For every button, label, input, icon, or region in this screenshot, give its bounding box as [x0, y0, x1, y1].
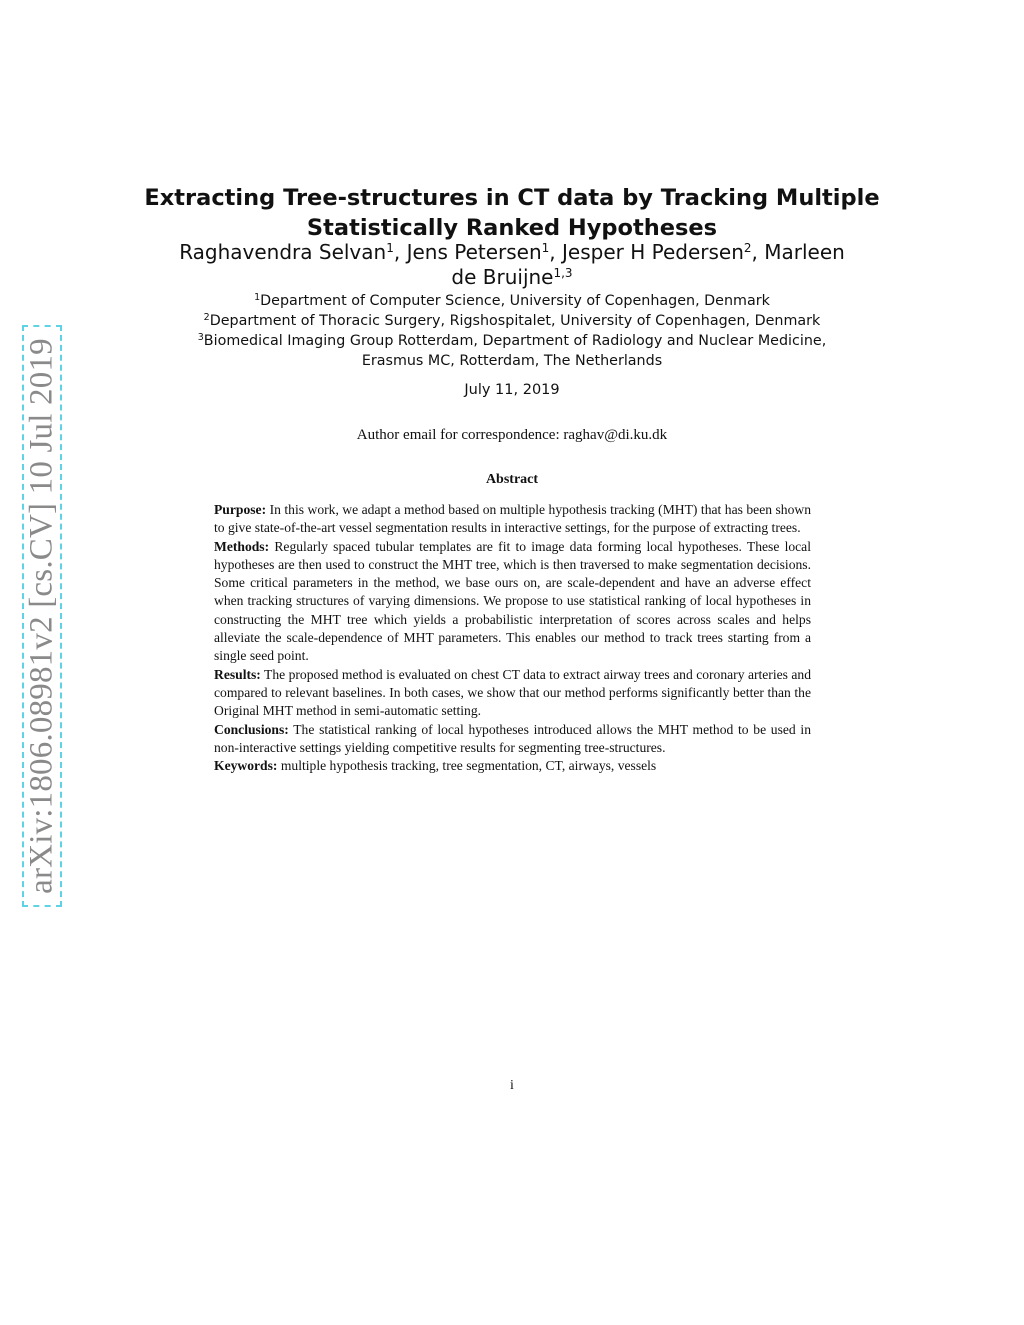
author-affiliation-mark: 1,3 [553, 266, 573, 280]
abstract-methods [214, 538, 811, 666]
abstract-label: Methods: [214, 538, 270, 554]
abstract-text: In this work, we adapt a method based on multiple hypothesis tracking (MHT) that has been shown to give state-of-the-art vessel segmentation results in interactive settings, for the purpose of extracting trees. [214, 502, 811, 536]
author-name: Jesper H Pedersen [562, 240, 744, 264]
affiliation-mark: 2 [203, 312, 210, 323]
correspondence-email: Author email for correspondence: raghav@di.ku.dk [356, 427, 668, 443]
paper-date: July 11, 2019 [464, 382, 560, 398]
affiliation-text: Department of Thoracic Surgery, Rigshospitalet, University of Copenhagen, Denmark [209, 313, 821, 329]
affiliation-3 [0, 331, 1024, 351]
abstract-label: Results: [214, 666, 261, 682]
affiliation-text: Biomedical Imaging Group Rotterdam, Department of Radiology and Nuclear Medicine, [203, 333, 827, 349]
author-line-2 [0, 265, 1024, 290]
arxiv-stamp [22, 325, 62, 907]
page-number: i [510, 1078, 514, 1093]
affiliation-1 [0, 291, 1024, 311]
author-line-1: Raghavendra Selvan$^1$, Jens Petersen$^1$, Jesper H Pedersen$^2$, Marleen [179, 240, 845, 264]
abstract-text: The proposed method is evaluated on chest CT data to extract airway trees and coronary arteries and compared to relevant baselines. In both cases, we show that our method performs significantly better than the Original MHT method in semi-automatic setting. [214, 666, 812, 719]
author-affiliation-mark: 1 [541, 241, 550, 255]
affiliation-mark: 3 [197, 332, 204, 343]
author-list [0, 240, 1024, 290]
abstract-purpose [214, 501, 811, 538]
paper-title-line-2: Statistically Ranked Hypotheses [306, 215, 718, 241]
author-name-continued: de Bruijne [451, 265, 554, 289]
affiliation-2 [0, 311, 1024, 331]
author-name: Jens Petersen [406, 240, 542, 264]
author-name: Raghavendra Selvan [179, 240, 387, 264]
abstract-heading: Abstract [485, 472, 539, 487]
arxiv-stamp-text: arXiv:1806.08981v2 [cs.CV] 10 Jul 2019 [23, 338, 60, 894]
abstract-label: Conclusions: [214, 721, 289, 737]
paper-title [0, 183, 1024, 243]
abstract-results [214, 666, 811, 721]
affiliation-text: Department of Computer Science, University of Copenhagen, Denmark [260, 293, 770, 309]
abstract-keywords [214, 757, 811, 775]
paper-title-line-1: Extracting Tree-structures in CT data by Tracking Multiple [144, 185, 880, 211]
abstract-label: Purpose: [214, 502, 267, 517]
abstract-text: multiple hypothesis tracking, tree segmentation, CT, airways, vessels [280, 758, 657, 774]
abstract-text: The statistical ranking of local hypotheses introduced allows the MHT method to be used in non-interactive settings yielding competitive results for segmenting tree-structures. [214, 721, 811, 755]
abstract-label: Keywords: [214, 758, 278, 774]
abstract-conclusions [214, 721, 811, 758]
affiliation-mark: 1 [254, 292, 261, 303]
affiliation-3-continued: Erasmus MC, Rotterdam, The Netherlands [361, 353, 663, 369]
abstract-body [214, 501, 811, 775]
author-affiliation-mark: 2 [743, 241, 752, 255]
abstract-text: Regularly spaced tubular templates are fit to image data forming local hypotheses. These local hypotheses are then used to construct the MHT tree, which is then traversed to make segmentation decisions. Some critical parameters in the method, we base ours on, are scale-dependent and have an adverse effect when tracking structures of varying dimensions. We propose to use statistical ranking of local hypotheses in constructing the MHT tree which yields a probabilistic interpretation of scores across scales and helps alleviate the scale-dependence of MHT parameters. This enables our method to track trees starting from a single seed point. [214, 538, 811, 664]
author-name: Marleen [764, 240, 845, 264]
author-affiliation-mark: 1 [386, 241, 394, 255]
